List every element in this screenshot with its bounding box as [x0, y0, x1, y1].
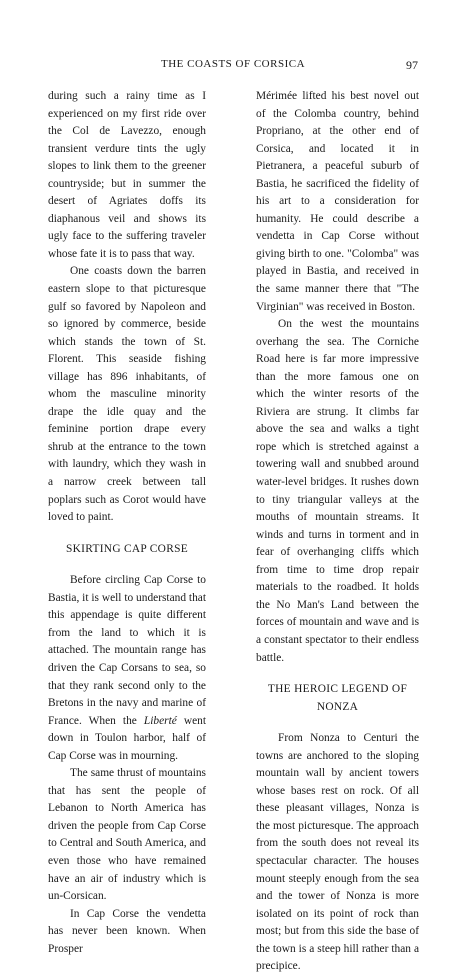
- ship-name: Liberté: [143, 714, 177, 727]
- paragraph: One coasts down the barren eastern slope to that picturesque gulf so favored by Napoleon and so ignored by commerce, beside which stands the town of St. Florent. This seaside fishing village has 896 inhabitants, of whom the masculine minority drape the idle quay and the feminine portion drape every shrub at the entrance to the town with laundry, which they wash in a narrow creek between tall poplars such as Corot would have loved to paint.: [48, 265, 206, 524]
- paragraph: during such a rainy time as I experienced on my first ride over the Col de Lavezzo, enough transient verdure tints the ugly slopes to link them to the greener countryside; but in summer the desert of Agriates doffs its diaphanous veil and shows its ugly face to the suffering traveler whose fate it is to pass that way.: [48, 90, 206, 260]
- page-number: 97: [406, 58, 418, 72]
- paragraph-text: Before circling Cap Corse to Bastia, it is well to understand that this appendage is quite different from the land to which it is attached. The mountain range has driven the Cap Corsans to sea, so that they rank second only to the Bretons in the navy and marine of France. When the: [48, 574, 206, 727]
- right-column: [256, 88, 419, 976]
- paragraph: [48, 572, 206, 765]
- left-column: [48, 88, 206, 958]
- paragraph: Mérimée lifted his best novel out of the Colomba country, behind Propriano, at the other end of Corsica, and located it in Pietranera, a peaceful suburb of Bastia, he sacrificed the fidelity of his art to a consideration for humanity. He could describe a vendetta in Cap Corse without giving birth to one. "Colomba" was played in Bastia, and received in the same manner there that "The Virginian" was received in Boston.: [256, 90, 419, 313]
- paragraph: On the west the mountains overhang the sea. The Corniche Road here is far more impressive than the more famous one on which the winter resorts of the Riviera are strung. It climbs far above the sea and walks a tight rope which is stretched against a towering wall and snubbed around water-level bridges. It rushes down to tiny triangular valleys at the mouths of mountain streams. It winds and turns in torment and in fear of overhanging cliffs which from time to time drop repair materials to the roadbed. It holds the No Man's Land between the forces of mountain and wave and is a constant spectator to their endless battle.: [256, 318, 419, 664]
- paragraph-text: went down in Toulon harbor, half of Cap Corse was in mourning.: [48, 714, 206, 762]
- running-head: [0, 58, 466, 74]
- running-title: THE COASTS OF CORSICA: [160, 58, 306, 70]
- section-heading: THE HEROIC LEGEND OF NONZA: [267, 683, 408, 713]
- paragraph: The same thrust of mountains that has sent the people of Lebanon to North America has driven the people from Cap Corse to Central and South America, and even those who have remained have an air of industry which is un-Corsican.: [48, 767, 206, 903]
- paragraph: From Nonza to Centuri the towns are anchored to the sloping mountain wall by ancient towers whose bases rest on rock. Of all these pleasant villages, Nonza is the most picturesque. The approach from the south does not reveal its spectacular character. The houses mount steeply enough from the sea and the tower of Nonza is more isolated on its point of rock than most; but from this side the base of the town is a steep hill rather than a precipice.: [256, 732, 419, 973]
- section-heading: SKIRTING CAP CORSE: [65, 542, 188, 555]
- paragraph: In Cap Corse the vendetta has never been known. When Prosper: [48, 907, 206, 955]
